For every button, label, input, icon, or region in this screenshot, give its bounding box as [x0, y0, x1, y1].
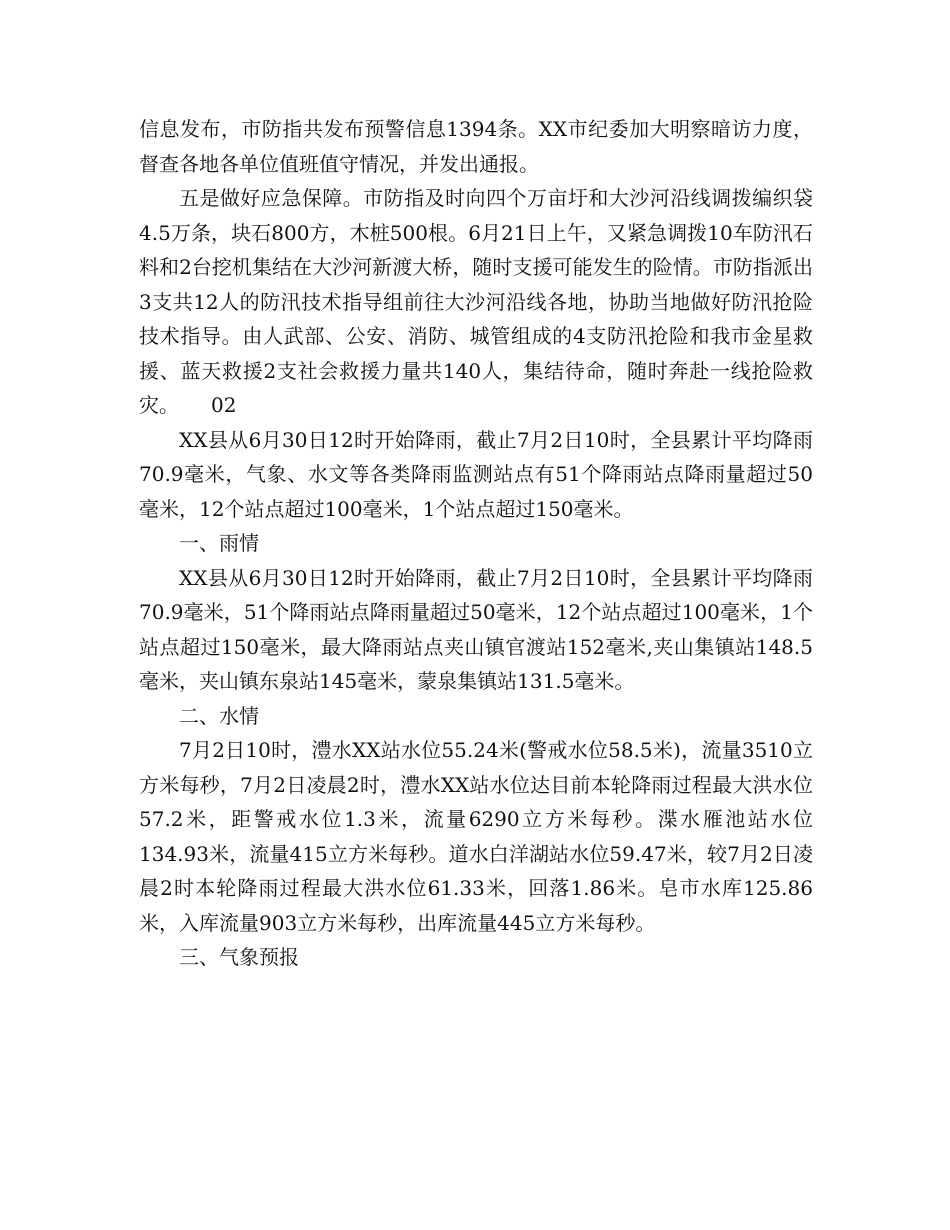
section-heading-rain [139, 526, 813, 561]
paragraph-text: XX县从6月30日12时开始降雨，截止7月2日10时，全县累计平均降雨70.9毫米，51个降雨站点降雨量超过50毫米，12个站点超过100毫米，1个站点超过150毫米，最大降雨站点夹山镇官渡站152毫米,夹山集镇站148.5毫米，夹山镇东泉站145毫米，蒙泉集镇站131.5毫米。 [139, 565, 813, 693]
paragraph-continuation [139, 112, 813, 181]
paragraph-text: 五是做好应急保障。市防指及时向四个万亩圩和大沙河沿线调拨编织袋4.5万条，块石800方，木桩500根。6月21日上午，又紧急调拨10车防汛石料和2台挖机集结在大沙河新渡大桥，随时支援可能发生的险情。市防指派出3支共12人的防汛技术指导组前往大沙河沿线各地，协助当地做好防汛抢险技术指导。由人武部、公安、消防、城管组成的4支防汛抢险和我市金星救援、蓝天救援2支社会救援力量共140人，集结待命，随时奔赴一线抢险救灾。 [139, 186, 813, 417]
paragraph-text: 7月2日10时，澧水XX站水位55.24米(警戒水位58.5米)，流量3510立方米每秒，7月2日凌晨2时，澧水XX站水位达目前本轮降雨过程最大洪水位57.2米，距警戒水位1.3米，流量6290立方米每秒。渫水雁池站水位134.93米，流量415立方米每秒。道水白洋湖站水位59.47米，较7月2日凌晨2时本轮降雨过程最大洪水位61.33米，回落1.86米。皂市水库125.86米，入库流量903立方米每秒，出库流量445立方米每秒。 [139, 738, 813, 935]
document-page [139, 112, 813, 975]
paragraph-water-details [139, 733, 813, 940]
paragraph-emergency-support [139, 181, 813, 423]
heading-text: 三、气象预报 [179, 945, 299, 969]
paragraph-rain-details [139, 561, 813, 699]
section-heading-forecast [139, 940, 813, 975]
page-marker: 02 [211, 393, 237, 417]
heading-text: 二、水情 [179, 703, 259, 728]
paragraph-rainfall-summary [139, 423, 813, 527]
paragraph-text: XX县从6月30日12时开始降雨，截止7月2日10时，全县累计平均降雨70.9毫米，气象、水文等各类降雨监测站点有51个降雨站点降雨量超过50毫米，12个站点超过100毫米，1个站点超过150毫米。 [139, 427, 813, 521]
heading-text: 一、雨情 [179, 531, 259, 555]
section-heading-water [139, 699, 813, 734]
paragraph-text: 信息发布，市防指共发布预警信息1394条。XX市纪委加大明察暗访力度，督查各地各单位值班值守情况，并发出通报。 [139, 117, 813, 176]
